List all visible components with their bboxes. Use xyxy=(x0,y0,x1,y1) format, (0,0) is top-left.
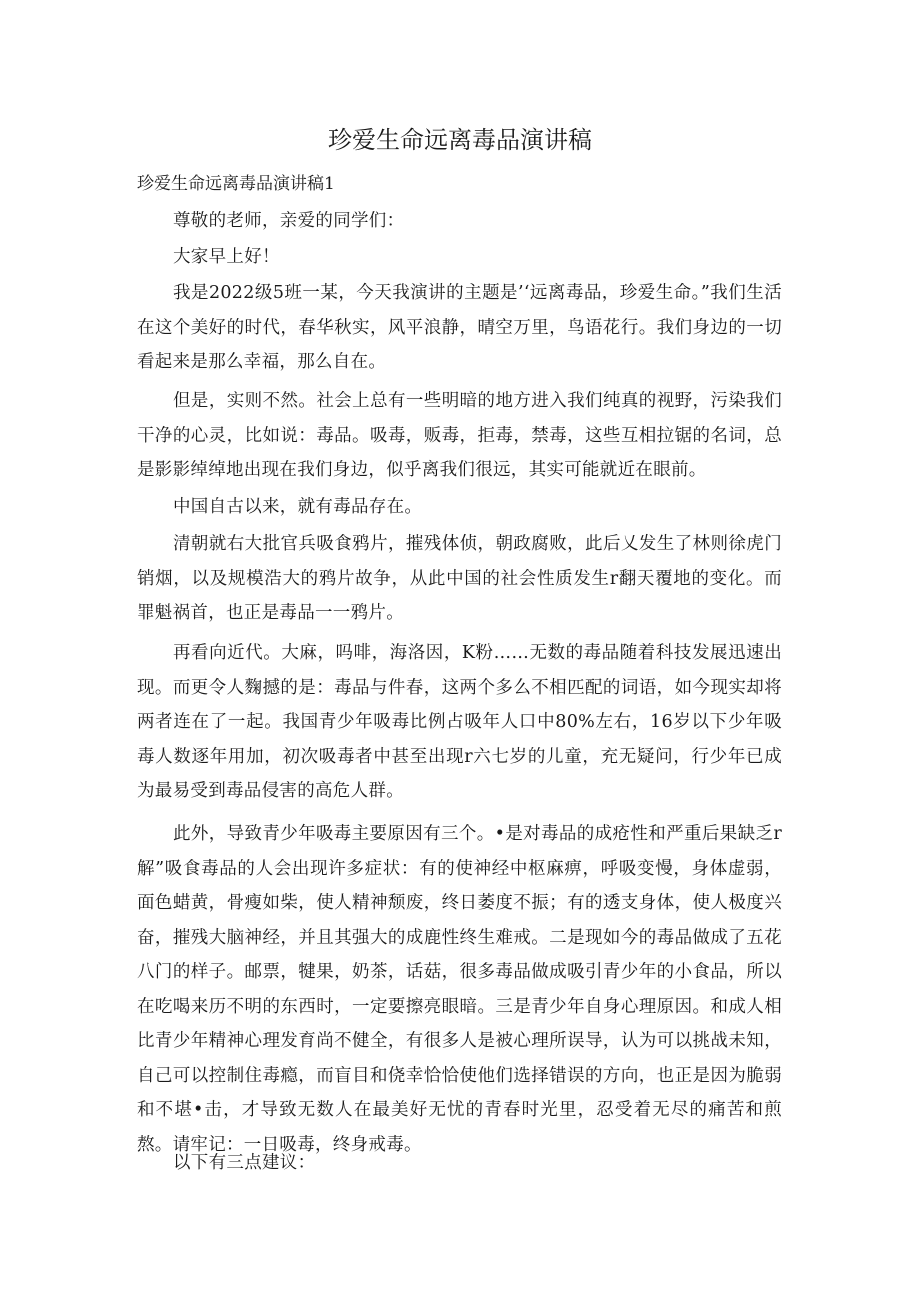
paragraph-however: 但是，实则不然。社会上总有一些明暗的地方进入我们纯真的视野，污染我们干净的心灵，比如说：毒品。吸毒，贩毒，拒毒，禁毒，这些互相拉锯的名词，总是影影绰绰地出现在我们身边，似乎离我们很远，其实可能就近在眼前。 xyxy=(137,391,782,480)
paragraph-modern-times: 再看向近代。大麻，吗啡，海洛因，K粉……无数的毒品随着科技发展迅速出现。而更令人麴撼的是：毒品与件春，这两个多么不相匹配的词语，如今现实却将两者连在了一起。我国青少年吸毒比例占吸年人口中80%左右，16岁以下少年吸毒人数逐年用加，初次吸毒者中甚至出现r六七岁的儿童，充无疑问，行少年已成为最易受到毒品侵害的高危人群。 xyxy=(137,643,782,801)
paragraph-good-morning: 大家早上好！ xyxy=(173,247,280,267)
document-subtitle: 珍爱生命远离毒品演讲稿1 xyxy=(137,174,335,194)
paragraph-ancient-china: 中国自古以来，就有毒品存在。 xyxy=(173,497,423,517)
document-title: 珍爱生命远离毒品演讲稿 xyxy=(328,126,592,154)
paragraph-intro: 我是2022级5班一某，今天我演讲的主题是’‘远离毒品，珍爱生命。”我们生活在这个美好的时代，春华秋实，风平浪静，晴空万里，鸟语花行。我们身边的一切看起来是那么幸福，那么自在。 xyxy=(137,283,782,372)
paragraph-three-reasons: 此外，导致青少年吸毒主要原因有三个。•是对毒品的成疮性和严重后果缺乏r解”吸食毒品的人会出现许多症状：有的使神经中枢麻痹，呼吸变慢，身体虚弱，面色蜡黄，骨瘦如柴，使人精神颓废，终日萎度不振；有的透支身体，使人极度兴奋，摧残大脑神经，并且其强大的成鹿性终生难戒。二是现如今的毒品做成了五花八门的样子。邮票，犍果，奶茶，话菇，很多毒品做成吸引青少年的小食品，所以在吃喝来历不明的东西时，一定要擦亮眼暗。三是青少年自身心理原因。和成人相比青少年精神心理发育尚不健全，有很多人是被心理所误导，认为可以挑战未知，自己可以控制住毒瘾，而盲目和侥幸恰恰使他们选择错误的方向，也正是因为脆弱和不堪•击，才导致无数人在最美好无忧的青春时光里，忍受着无尽的痛苦和煎熬。请牢记：一日吸毒，终身戒毒。 xyxy=(137,824,782,1155)
paragraph-greeting: 尊敬的老师，亲爱的同学们： xyxy=(173,211,405,231)
paragraph-suggestions: 以下有三点建议： xyxy=(173,1153,316,1173)
paragraph-qing-dynasty: 清朝就右大批官兵吸食鸦片，摧残体侦，朝政腐败，此后乂发生了林则徐虎门销烟，以及规模浩大的鸦片故争，从此中国的社会性质发生r翻天覆地的变化。而罪魁祸首，也正是毒品一一鸦片。 xyxy=(137,534,782,623)
